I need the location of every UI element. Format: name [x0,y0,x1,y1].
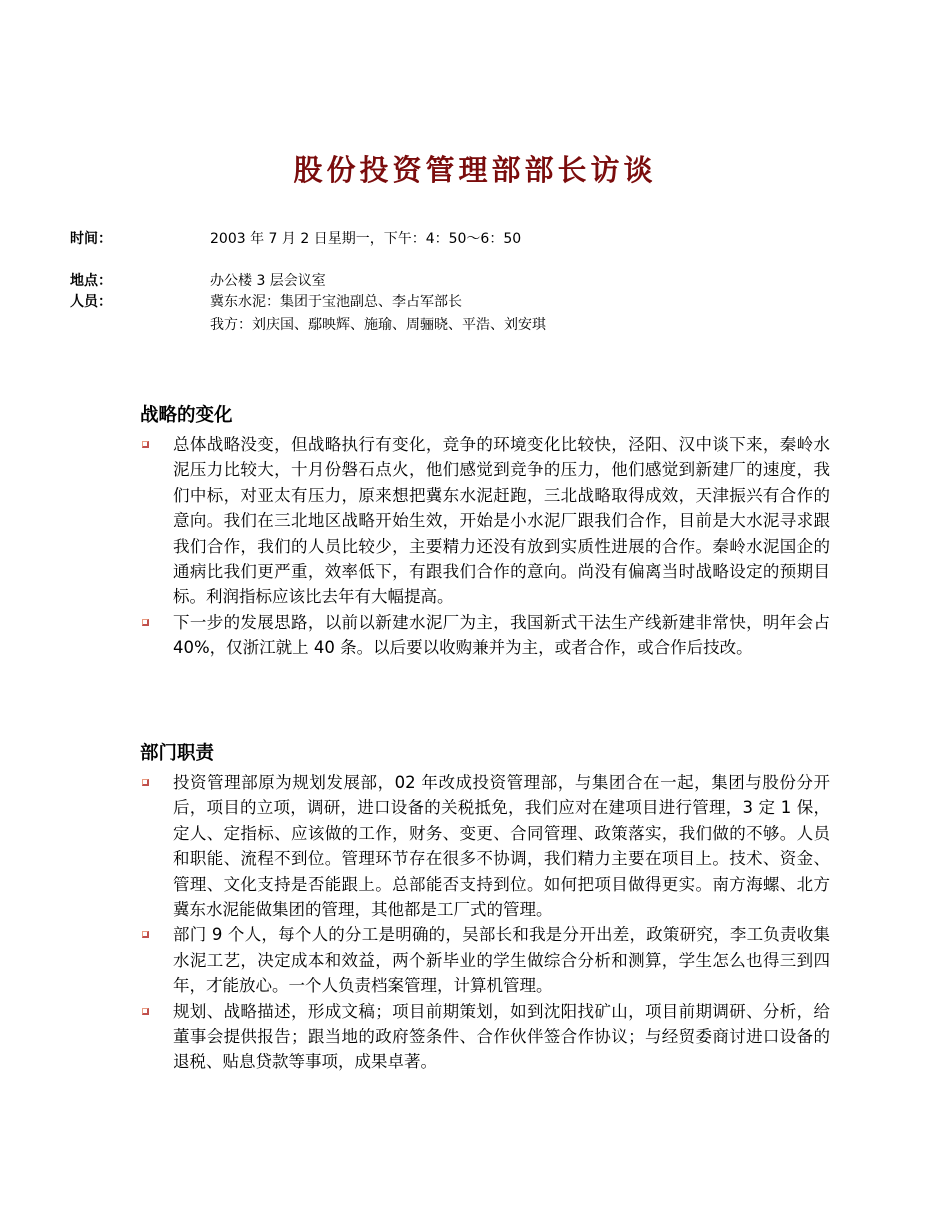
section-heading: 战略的变化 [140,405,233,426]
time-value: 2003 年 7 月 2 日星期一，下午：4：50～6：50 [210,231,522,247]
list-item-text: 投资管理部原为规划发展部，02 年改成投资管理部，与集团合在一起，集团与股份分开后，项目的立项，调研，进口设备的关税抵免，我们应对在建项目进行管理，3 定 1 保，定人、定指标、应该做的工作，财务、变更、合同管理、政策落实，我们做的不够。人员和职能、流程不到位。管理环节存在很多不协调，我们精力主要在项目上。技术、资金、管理、文化支持是否能跟上。总部能否支持到位。如何把项目做得更实。南方海螺、北方冀东水泥能做集团的管理，其他都是工厂式的管理。 [173,773,830,920]
bullet-box-icon [142,619,149,626]
list-item-text: 部门 9 个人，每个人的分工是明确的，吴部长和我是分开出差，政策研究，李工负责收集水泥工艺，决定成本和效益，两个新毕业的学生做综合分析和测算，学生怎么也得三到四年，才能放心。一个人负责档案管理，计算机管理。 [173,925,830,996]
people-value-our-side: 我方：刘庆国、鄢映辉、施瑜、周骊晓、平浩、刘安琪 [210,317,546,333]
time-label: 时间： [70,231,112,247]
list-item [140,770,830,922]
place-label: 地点： [70,273,112,289]
bullet-box-icon [142,931,149,938]
list-item-text: 下一步的发展思路，以前以新建水泥厂为主，我国新式干法生产线新建非常快，明年会占 40%，仅浙江就上 40 条。以后要以收购兼并为主，或者合作，或合作后技改。 [173,612,830,658]
list-item [140,610,830,661]
list-item [140,922,830,998]
place-value: 办公楼 3 层会议室 [210,273,326,289]
section-department-duties [140,741,830,1075]
bullet-box-icon [142,779,149,786]
people-label: 人员： [70,294,112,310]
bullet-box-icon [142,441,149,448]
bullet-box-icon [142,1008,149,1015]
list-item [140,432,830,610]
people-value-jidong: 冀东水泥：集团于宝池副总、李占军部长 [210,294,462,310]
document-title: 股份投资管理部部长访谈 [293,153,657,187]
list-item-text: 总体战略没变，但战略执行有变化，竞争的环境变化比较快，泾阳、汉中谈下来，秦岭水泥压力比较大，十月份磐石点火，他们感觉到竞争的压力，他们感觉到新建厂的速度，我们中标，对亚太有压力，原来想把冀东水泥赶跑，三北战略取得成效，天津振兴有合作的意向。我们在三北地区战略开始生效，开始是小水泥厂跟我们合作，目前是大水泥寻求跟我们合作，我们的人员比较少，主要精力还没有放到实质性进展的合作。秦岭水泥国企的通病比我们更严重，效率低下，有跟我们合作的意向。尚没有偏离当时战略设定的预期目标。利润指标应该比去年有大幅提高。 [173,435,830,607]
section-heading: 部门职责 [140,743,215,764]
section-strategy-change [140,403,830,661]
list-item-text: 规划、战略描述，形成文稿；项目前期策划，如到沈阳找矿山，项目前期调研、分析，给董事会提供报告；跟当地的政府签条件、合作伙伴签合作协议；与经贸委商讨进口设备的退税、贴息贷款等事项，成果卓著。 [173,1001,830,1072]
list-item [140,999,830,1075]
